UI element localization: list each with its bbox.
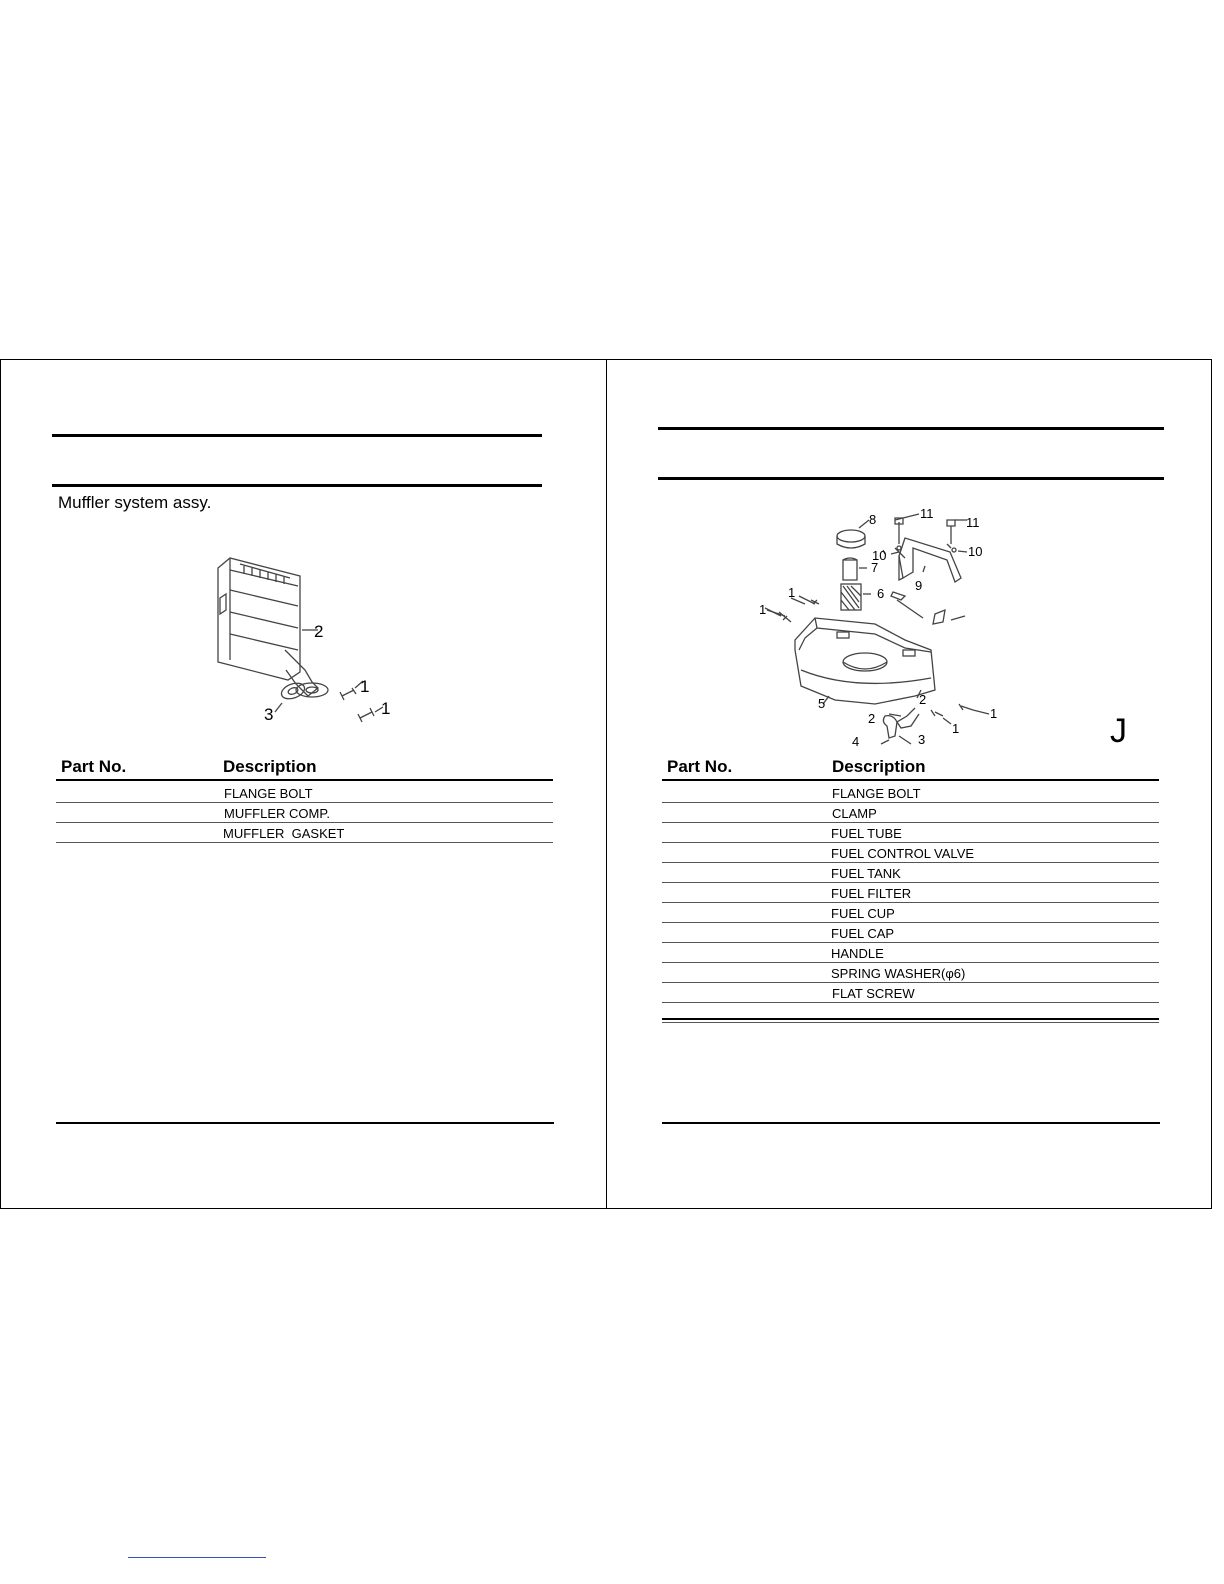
row-description: SPRING WASHER(φ6) [831,966,966,981]
muffler-diagram [200,550,420,730]
table-row [662,962,1159,983]
callout-label: 2 [868,711,876,726]
column-header-part-no: Part No. [61,757,127,776]
table-row [662,902,1159,923]
column-header-part-no: Part No. [667,757,733,776]
table-row [662,922,1159,943]
row-description: FLANGE BOLT [224,786,313,801]
footer-link-underline[interactable] [128,1557,266,1558]
table-row [56,802,553,823]
row-description: FUEL FILTER [831,886,912,901]
header-rule-top [52,434,542,437]
header-rule-bottom [52,484,542,487]
callout-label: 4 [852,734,860,749]
row-description: FUEL CAP [831,926,895,941]
row-description: MUFFLER COMP. [224,806,330,821]
callout-label: 1 [381,699,391,718]
callout-label: 11 [920,506,934,521]
page-divider [606,359,607,1209]
table-row [662,942,1159,963]
callout-label: 2 [314,622,324,641]
column-header-description: Description [832,757,926,776]
section-letter: J [1110,712,1127,750]
table-row [662,862,1159,883]
callout-label: 8 [869,512,877,527]
table-row [662,842,1159,863]
table-header-rule [56,779,553,781]
callout-label: 1 [788,585,796,600]
table-header-rule [662,779,1159,781]
callout-label: 1 [759,602,767,617]
row-description: FUEL TANK [831,866,901,881]
callout-label: 7 [871,560,879,575]
footer-rule [662,1122,1160,1124]
column-header-description: Description [223,757,317,776]
callout-label: 3 [918,732,926,747]
fuel-tank-diagram [755,500,1035,750]
row-description: FLANGE BOLT [832,786,921,801]
table-row [662,882,1159,903]
table-row [56,822,553,843]
footer-rule [56,1122,554,1124]
table-end-rule [662,1018,1159,1020]
table-row [662,802,1159,823]
callout-label: 10 [872,548,887,563]
row-description: CLAMP [832,806,877,821]
callout-label: 1 [360,677,370,696]
row-description: MUFFLER GASKET [223,826,345,841]
callout-label: 3 [264,705,274,724]
header-rule-top [658,427,1164,430]
row-description: FUEL CONTROL VALVE [831,846,975,861]
callout-label: 1 [952,721,960,736]
row-description: HANDLE [831,946,884,961]
header-rule-bottom [658,477,1164,480]
table-row [662,822,1159,843]
callout-label: 6 [877,586,885,601]
table-row [662,982,1159,1003]
callout-label: 11 [966,515,980,530]
callout-label: 10 [968,544,983,559]
table-row [56,782,553,803]
callout-label: 5 [818,696,826,711]
table-row [662,782,1159,803]
callout-label: 2 [919,692,927,707]
callout-label: 1 [990,706,998,721]
row-description: FUEL TUBE [831,826,902,841]
callout-label: 9 [915,578,923,593]
row-description: FLAT SCREW [832,986,915,1001]
section-title: Muffler system assy. [58,493,212,512]
row-description: FUEL CUP [831,906,895,921]
